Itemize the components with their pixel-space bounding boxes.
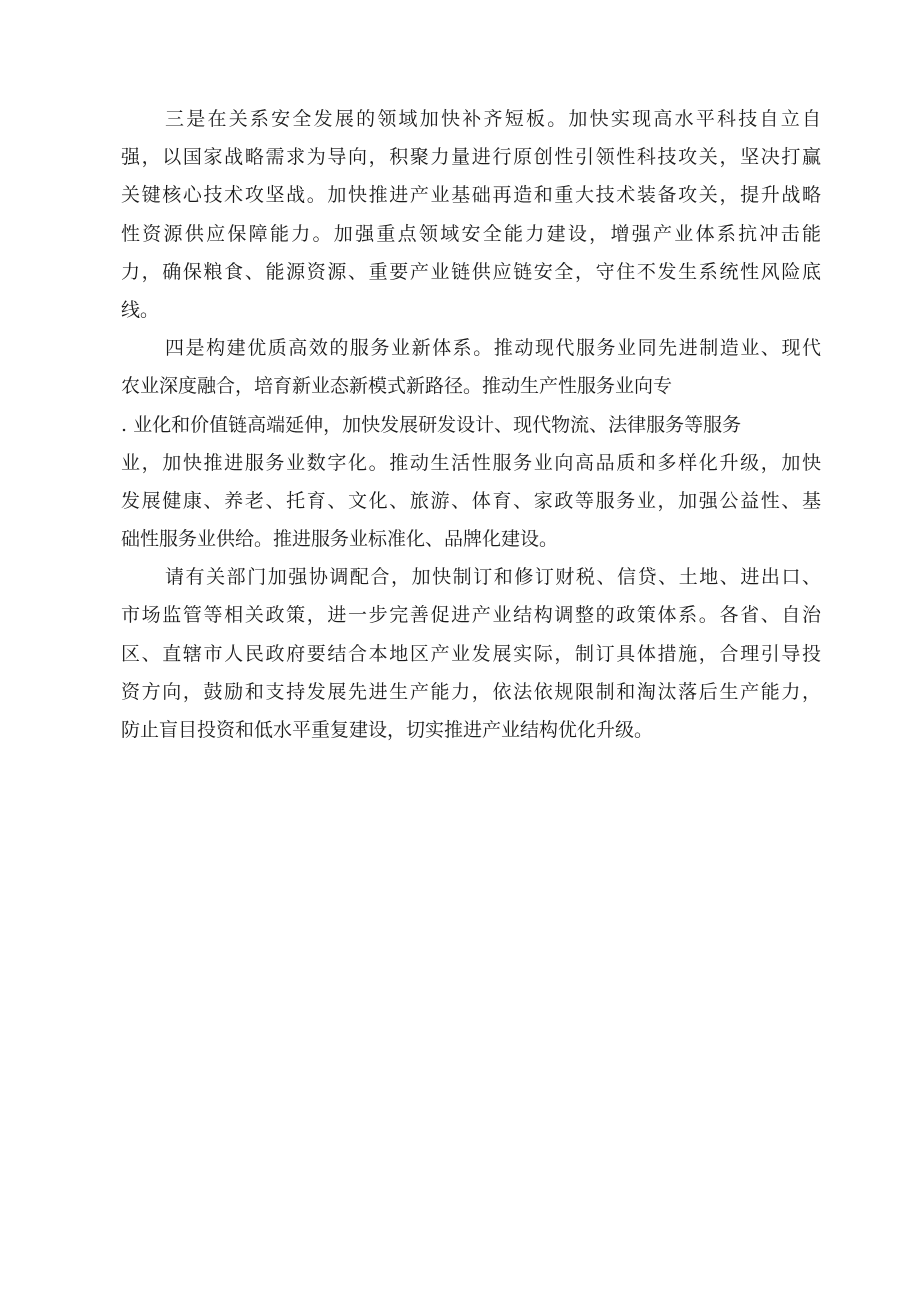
paragraph-2-line-5: 发展健康、养老、托育、文化、旅游、体育、家政等服务业，加强公益性、基 xyxy=(121,489,821,512)
paragraph-1-line-6: 线。 xyxy=(121,298,160,321)
paragraph-1-line-5: 力，确保粮食、能源资源、重要产业链供应链安全，守住不发生系统性风险底 xyxy=(121,260,821,283)
paragraph-3-line-2: 市场监管等相关政策，进一步完善促进产业结构调整的政策体系。各省、自治 xyxy=(121,604,821,627)
paragraph-2-line-4: 业，加快推进服务业数字化。推动生活性服务业向高品质和多样化升级，加快 xyxy=(121,451,821,474)
body-text xyxy=(121,100,821,749)
paragraph-2-line-2: 农业深度融合，培育新业态新模式新路径。推动生产性服务业向专 xyxy=(121,375,673,398)
paragraph-1-line-4: 性资源供应保障能力。加强重点领域安全能力建设，增强产业体系抗冲击能 xyxy=(121,222,821,245)
paragraph-1-line-2: 强，以国家战略需求为导向，积聚力量进行原创性引领性科技攻关，坚决打赢 xyxy=(121,146,821,169)
paragraph-3-line-4: 资方向，鼓励和支持发展先进生产能力，依法依规限制和淘汰落后生产能力， xyxy=(121,680,821,703)
paragraph-2-line-1: 四是构建优质高效的服务业新体系。推动现代服务业同先进制造业、现代 xyxy=(165,337,821,360)
paragraph-3-line-5: 防止盲目投资和低水平重复建设，切实推进产业结构优化升级。 xyxy=(121,719,654,741)
paragraph-2-line-6: 础性服务业供给。推进服务业标准化、品牌化建设。 xyxy=(121,528,559,551)
paragraph-1-line-1: 三是在关系安全发展的领域加快补齐短板。加快实现高水平科技自立自 xyxy=(165,108,821,130)
paragraph-2-line-3: . 业化和价值链高端延伸，加快发展研发设计、现代物流、法律服务等服务 xyxy=(121,413,742,436)
paragraph-3-line-3: 区、直辖市人民政府要结合本地区产业发展实际，制订具体措施，合理引导投 xyxy=(121,642,821,665)
paragraph-1-line-3: 关键核心技术攻坚战。加快推进产业基础再造和重大技术装备攻关，提升战略 xyxy=(121,184,821,207)
paragraph-3-line-1: 请有关部门加强协调配合，加快制订和修订财税、信贷、土地、进出口、 xyxy=(165,566,821,589)
